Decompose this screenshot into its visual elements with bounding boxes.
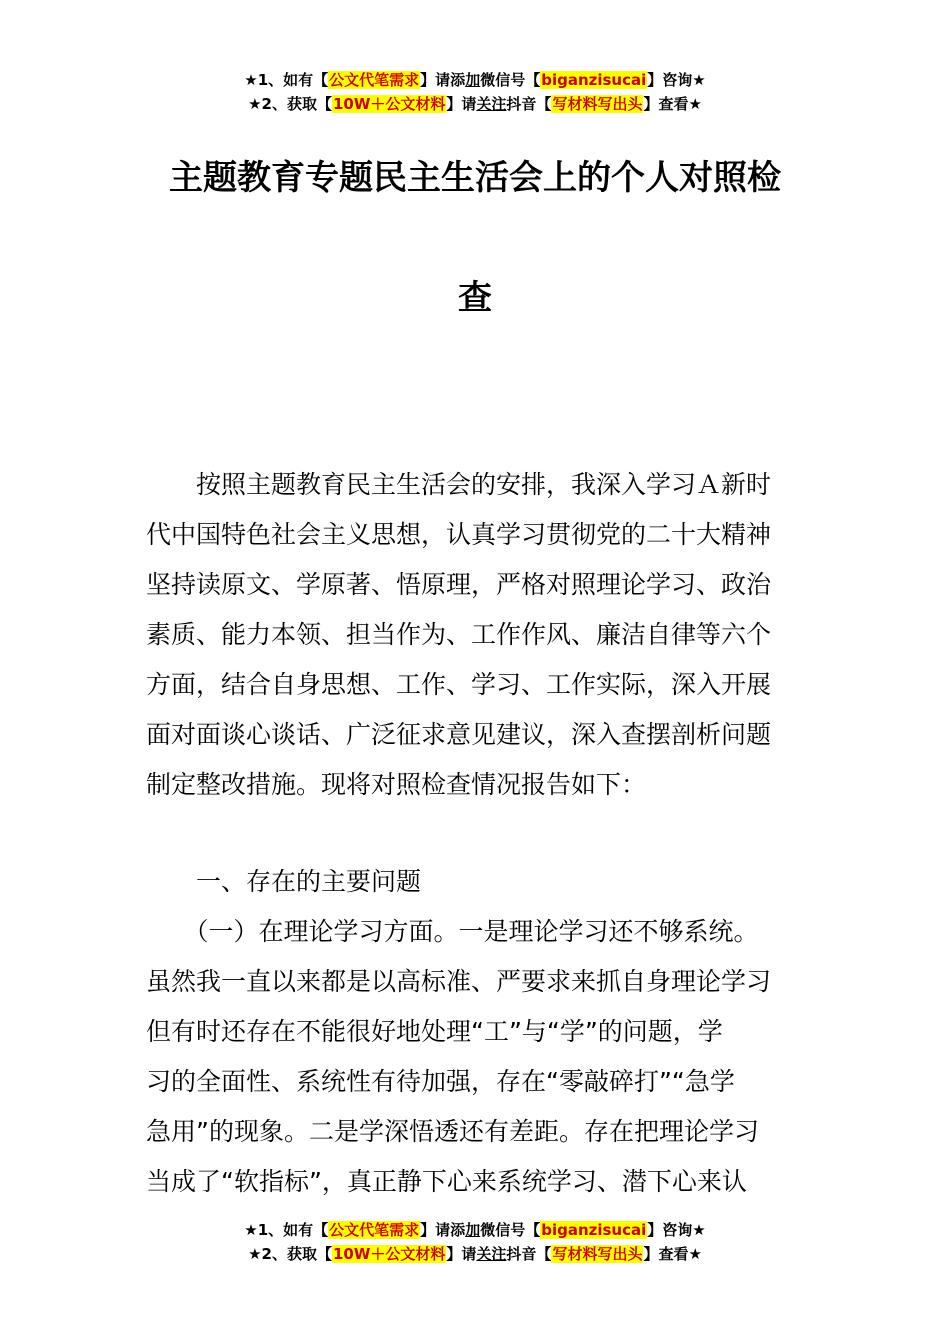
banner-highlight: 写材料写出头 [552, 95, 643, 113]
banner-text: 微信号【 [480, 71, 541, 89]
text-line: 当成了“软指标”，真正静下心来系统学习、潜下心来认 [146, 1167, 747, 1196]
banner-highlight: 公文代笔需求 [329, 71, 420, 89]
text-line: 方面，结合自身思想、工作、学习、工作实际，深入开展 [146, 670, 772, 699]
banner-text: 微信号【 [480, 1221, 541, 1239]
header-banner-line-1 [0, 68, 950, 92]
text-line: 代中国特色社会主义思想，认真学习贯彻党的二十大精神 [146, 520, 772, 549]
banner-text: 】请添 [420, 71, 466, 89]
banner-text: 抖音【 [506, 95, 552, 113]
text-line: 坚持读原文、学原著、悟原理，严格对照理论学习、政治 [146, 570, 772, 599]
text-line: 素质、能力本领、担当作为、工作作风、廉洁自律等六个 [146, 620, 772, 649]
footer-banner-line-1 [0, 1218, 950, 1242]
banner-highlight: 10W＋公文材料 [332, 1245, 446, 1263]
document-title-line-1: 主题教育专题民主生活会上的个人对照检 [169, 158, 781, 198]
banner-text: ★2、获取【 [248, 1245, 332, 1263]
text-line: 但有时还存在不能很好地处理“工”与“学”的问题，学 [146, 1017, 723, 1046]
banner-text: 】请添 [420, 1221, 466, 1239]
banner-text: ★2、获取【 [248, 95, 332, 113]
banner-underline: 加 [465, 1221, 481, 1239]
text-line: 面对面谈心谈话、广泛征求意见建议，深入查摆剖析问题 [146, 720, 772, 749]
banner-text: 】查看★ [643, 95, 702, 113]
header-banner-line-2 [0, 92, 950, 116]
banner-highlight: biganzisucai [541, 71, 647, 89]
section-heading [146, 857, 810, 907]
banner-text: 】咨询★ [647, 71, 706, 89]
footer-banner-line-2 [0, 1242, 950, 1266]
banner-highlight: 公文代笔需求 [329, 1221, 420, 1239]
text-line: 习的全面性、系统性有待加强，存在“零敲碎打”“急学 [146, 1067, 735, 1096]
banner-highlight: 写材料写出头 [552, 1245, 643, 1263]
banner-text: 】咨询★ [647, 1221, 706, 1239]
banner-text: ★1、如有【 [244, 71, 329, 89]
banner-underline: 关注 [476, 95, 507, 113]
document-title-line-2: 查 [458, 278, 492, 318]
banner-text: 抖音【 [506, 1245, 552, 1263]
text-line: 按照主题教育民主生活会的安排，我深入学习Ａ新时 [146, 470, 772, 499]
text-line: 虽然我一直以来都是以高标准、严要求来抓自身理论学习 [146, 967, 772, 996]
banner-underline: 关注 [476, 1245, 507, 1263]
text-line: （一）在理论学习方面。一是理论学习还不够系统。 [146, 917, 759, 946]
text-line: 急用”的现象。二是学深悟透还有差距。存在把理论学习 [146, 1117, 759, 1146]
intro-paragraph [146, 460, 810, 810]
banner-text: 】请 [446, 1245, 477, 1263]
banner-highlight: biganzisucai [541, 1221, 647, 1239]
banner-text: 】请 [446, 95, 477, 113]
banner-underline: 加 [465, 71, 481, 89]
banner-text: 】查看★ [643, 1245, 702, 1263]
section-heading-text: 一、存在的主要问题 [146, 867, 422, 896]
header-banner [0, 68, 950, 116]
banner-highlight: 10W＋公文材料 [332, 95, 446, 113]
footer-banner [0, 1218, 950, 1266]
banner-text: ★1、如有【 [244, 1221, 329, 1239]
text-line: 制定整改措施。现将对照检查情况报告如下： [146, 770, 647, 799]
section-1-paragraph [146, 907, 810, 1207]
